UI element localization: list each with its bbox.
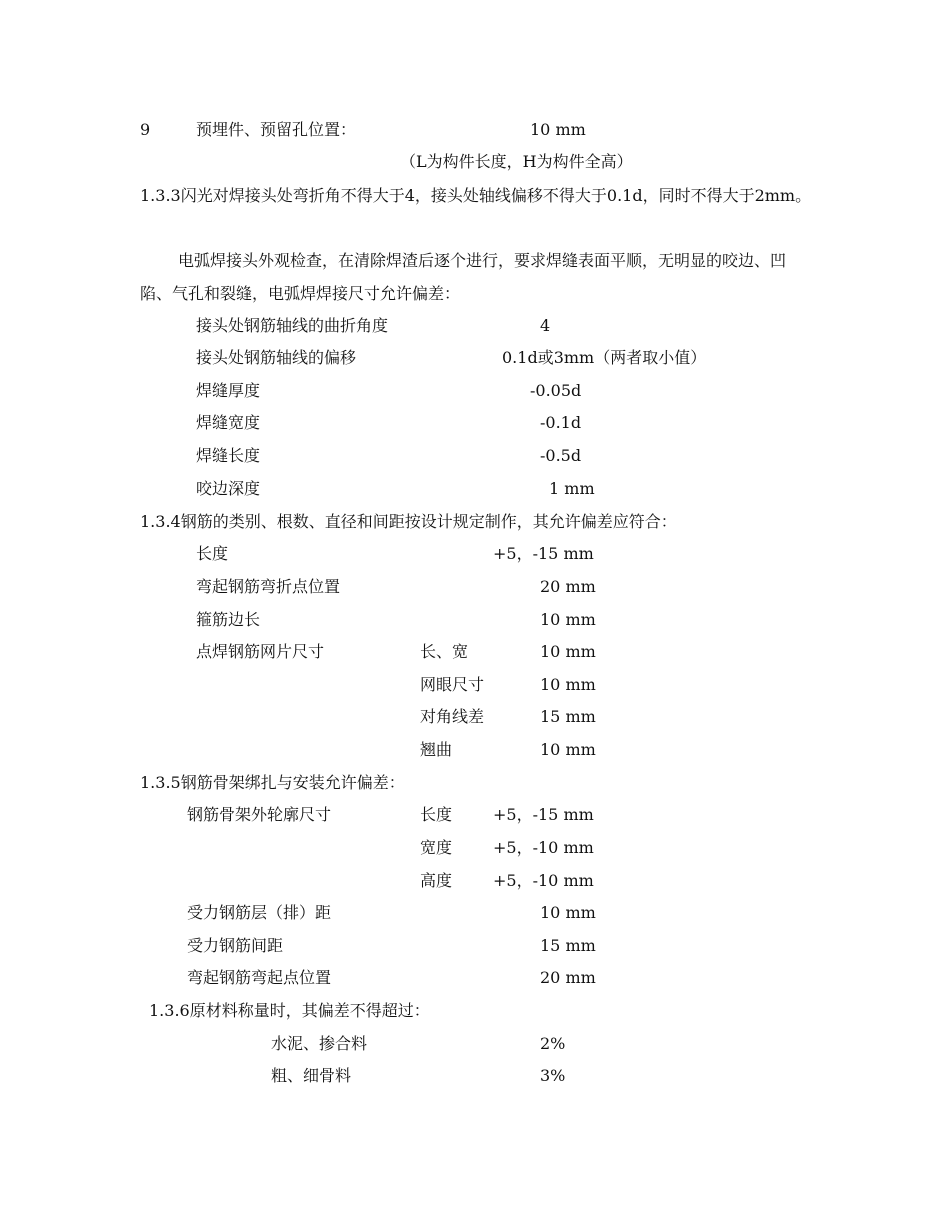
heading-1-3-6: 1.3.6原材料称量时，其偏差不得超过： [149, 1001, 430, 1020]
weld-row-value: -0.05d [530, 381, 582, 400]
item-value: 10 mm [530, 120, 586, 139]
material-value: 2% [540, 1034, 566, 1053]
weld-row-value: -0.1d [540, 413, 582, 432]
weld-row-label: 焊缝长度 [196, 446, 261, 465]
mesh-sub-label: 长、宽 [420, 642, 469, 661]
weld-row-label: 接头处钢筋轴线的偏移 [196, 348, 357, 367]
heading-1-3-4: 1.3.4钢筋的类别、根数、直径和间距按设计规定制作，其允许偏差应符合： [140, 512, 677, 531]
mesh-sub-value: 10 mm [540, 740, 596, 759]
weld-row-value: -0.5d [540, 446, 582, 465]
weld-row-label: 焊缝宽度 [196, 413, 261, 432]
rebar-length-label: 长度 [196, 544, 229, 563]
rebar-bend-value: 20 mm [540, 577, 596, 596]
material-value: 3% [540, 1066, 566, 1085]
cage-row-label: 受力钢筋间距 [187, 936, 284, 955]
weld-row-label: 接头处钢筋轴线的曲折角度 [196, 316, 389, 335]
mesh-sub-value: 10 mm [540, 675, 596, 694]
item-note: （L为构件长度，H为构件全高） [400, 152, 633, 171]
rebar-stirrup-label: 箍筋边长 [196, 610, 261, 629]
cage-sub-value: +5，-10 mm [493, 838, 594, 857]
paragraph-1-3-3: 1.3.3闪光对焊接头处弯折角不得大于4，接头处轴线偏移不得大于0.1d，同时不得大于2mm。 [140, 186, 812, 205]
heading-1-3-5: 1.3.5钢筋骨架绑扎与安装允许偏差： [140, 773, 405, 792]
material-label: 粗、细骨料 [271, 1066, 352, 1085]
material-label: 水泥、掺合料 [271, 1034, 368, 1053]
rebar-length-value: +5，-15 mm [493, 544, 594, 563]
cage-sub-label: 长度 [420, 805, 453, 824]
mesh-sub-value: 10 mm [540, 642, 596, 661]
weld-row-label: 焊缝厚度 [196, 381, 261, 400]
cage-row-label: 弯起钢筋弯起点位置 [187, 968, 332, 987]
weld-row-value: 4 [540, 316, 551, 335]
weld-row-label: 咬边深度 [196, 479, 261, 498]
rebar-mesh-label: 点焊钢筋网片尺寸 [196, 642, 325, 661]
cage-sub-value: +5，-15 mm [493, 805, 594, 824]
mesh-sub-value: 15 mm [540, 707, 596, 726]
mesh-sub-label: 翘曲 [420, 740, 453, 759]
cage-row-label: 受力钢筋层（排）距 [187, 903, 332, 922]
weld-row-value: 0.1d或3mm（两者取小值） [502, 348, 707, 367]
item-number: 9 [140, 120, 151, 139]
paragraph-arc-weld: 电弧焊接头外观检查，在清除焊渣后逐个进行，要求焊缝表面平顺，无明显的咬边、凹陷、气孔和裂缝，电弧焊焊接尺寸允许偏差： [140, 251, 787, 303]
cage-sub-label: 宽度 [420, 838, 453, 857]
rebar-stirrup-value: 10 mm [540, 610, 596, 629]
cage-outline-label: 钢筋骨架外轮廓尺寸 [187, 805, 332, 824]
cage-sub-label: 高度 [420, 871, 453, 890]
mesh-sub-label: 对角线差 [420, 707, 485, 726]
cage-row-value: 15 mm [540, 936, 596, 955]
item-label: 预埋件、预留孔位置： [196, 120, 357, 139]
cage-row-value: 20 mm [540, 968, 596, 987]
weld-row-value: 1 mm [549, 479, 595, 498]
cage-row-value: 10 mm [540, 903, 596, 922]
rebar-bend-label: 弯起钢筋弯折点位置 [196, 577, 341, 596]
cage-sub-value: +5，-10 mm [493, 871, 594, 890]
mesh-sub-label: 网眼尺寸 [420, 675, 485, 694]
